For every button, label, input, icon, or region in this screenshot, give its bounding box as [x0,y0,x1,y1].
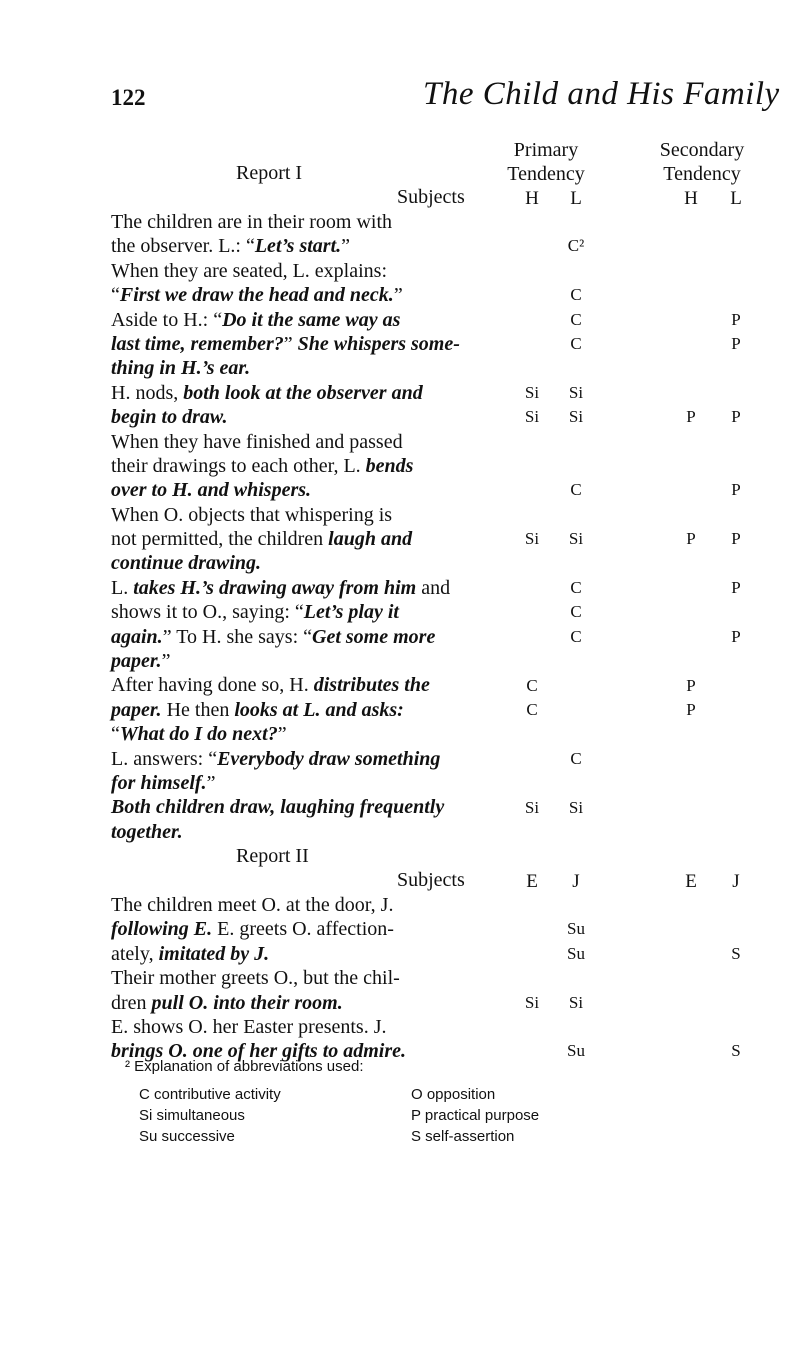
r1-code-pl: C [570,334,582,353]
secondary-tendency-header: Secondary Tendency [659,139,745,185]
r1-code-pl: Si [568,797,584,817]
report1-line: thing in H.’s ear. [111,357,251,380]
report1-line: After having done so, H. distributes the [111,674,430,697]
r1-code-ph: C [526,675,538,695]
r2-code-pl: Su [567,943,585,963]
report1-line: begin to draw. [111,406,228,429]
report1-line: “What do I do next?” [111,723,287,746]
r1-code-pl: C [570,626,582,646]
r1-code-pl: Si [568,382,584,402]
footnote-item: S self-assertion [411,1128,515,1145]
report1-line: last time, remember?” She whispers some- [111,332,460,355]
r1-code-sh: P [686,675,696,695]
report2-line: E. shows O. her Easter presents. J. [111,1015,387,1038]
report1-line: continue drawing. [111,552,262,575]
report2-subjects-label: Subjects [397,869,465,891]
r2-subject-j-primary: J [572,871,580,892]
report1-line: paper. He then looks at L. and asks: [111,698,404,721]
r1-code-pl: C [570,602,582,622]
report1-line: When they have finished and passed [111,430,403,453]
r1-code-sh: P [686,407,696,427]
report1-line: together. [111,820,183,843]
r1-code-ph: C [526,700,538,719]
report1-line: over to H. and whispers. [111,479,312,502]
report2-line: The children meet O. at the door, J. [111,894,394,916]
footnote-item: C contributive activity [139,1086,281,1103]
report1-line: “First we draw the head and neck.” [111,284,403,307]
footnote-title: ² Explanation of abbreviations used: [125,1058,364,1075]
r1-code-pl: C [570,309,582,329]
report1-line: Both children draw, laughing frequently [111,796,445,819]
r2-code-sl: S [731,943,741,963]
report2-title: Report II [236,845,309,867]
r2-code-pl: Su [567,1041,585,1061]
footnote-item: O opposition [411,1086,496,1103]
report2-text [111,893,491,1064]
report2-line: dren pull O. into their room. [111,991,343,1014]
r2-code-pl: Su [567,919,585,939]
r2-subject-e-primary: E [526,871,538,892]
r2-code-pl: Si [568,992,584,1012]
footnote-item: P practical purpose [411,1107,540,1124]
footnote-item: Su successive [139,1128,235,1145]
r1-subject-h-secondary: H [684,188,698,209]
r1-code-ph: Si [524,407,540,427]
report1-line: shows it to O., saying: “Let’s play it [111,601,399,624]
r1-code-sl: P [731,578,741,597]
r1-code-ph: Si [524,529,540,549]
primary-tendency-header: Primary Tendency [507,139,585,185]
r1-code-pl: Si [568,407,584,427]
footnote-left-list [139,1084,281,1147]
report1-line: Aside to H.: “Do it the same way as [111,308,401,331]
report1-line: The children are in their room with [111,211,393,233]
r1-code-sl: P [731,529,741,549]
report1-text [111,210,491,844]
report1-line: paper.” [111,650,171,673]
report1-line: L. answers: “Everybody draw something [111,747,441,770]
report1-title: Report I [236,162,303,184]
report1-line: not permitted, the children laugh and [111,528,413,551]
page-number: 122 [111,85,146,110]
r2-subject-e-secondary: E [685,871,697,892]
r1-code-pl: C [570,578,582,597]
r1-code-pl: C [570,480,582,500]
r1-code-sl: P [731,480,741,500]
r1-subject-l-primary: L [570,188,582,209]
r1-code-sl: P [731,407,741,427]
r1-code-sh: P [686,529,696,549]
r2-subject-j-secondary: J [732,871,740,892]
r1-code-sh: P [686,700,696,719]
report2-line: ately, imitated by J. [111,942,270,965]
r1-code-pl: C [570,285,582,305]
report2-line: brings O. one of her gifts to admire. [111,1040,407,1063]
report1-line: the observer. L.: “Let’s start.” [111,235,351,258]
r1-code-sl: P [731,626,741,646]
r1-code-pl: C [570,748,582,768]
report2-line: following E. E. greets O. affection- [111,918,394,941]
report1-line: again.” To H. she says: “Get some more [111,625,436,648]
r1-subject-l-secondary: L [730,188,742,209]
running-head: The Child and His Family [423,76,780,112]
report1-subjects-label: Subjects [397,186,465,208]
r2-code-sl: S [731,1041,741,1061]
r1-code-ph: Si [524,382,540,402]
report1-line: When they are seated, L. explains: [111,259,387,282]
r1-code-sl: P [731,309,741,329]
footnote-right-list [411,1084,539,1147]
report1-line: H. nods, both look at the observer and [111,381,423,404]
r1-code-sl: P [731,334,741,353]
r2-code-ph: Si [524,992,540,1012]
footnote-item: Si simultaneous [139,1107,245,1124]
r1-code-pl: Si [568,529,584,549]
report1-line: L. takes H.’s drawing away from him and [111,576,451,599]
r1-subject-h-primary: H [525,188,539,209]
r1-code-ph: Si [524,797,540,817]
report2-line: Their mother greets O., but the chil- [111,967,400,990]
r1-code-pl: C² [567,236,585,256]
report1-line: When O. objects that whispering is [111,503,393,526]
report1-line: their drawings to each other, L. bends [111,454,414,477]
report1-line: for himself.” [111,771,216,794]
